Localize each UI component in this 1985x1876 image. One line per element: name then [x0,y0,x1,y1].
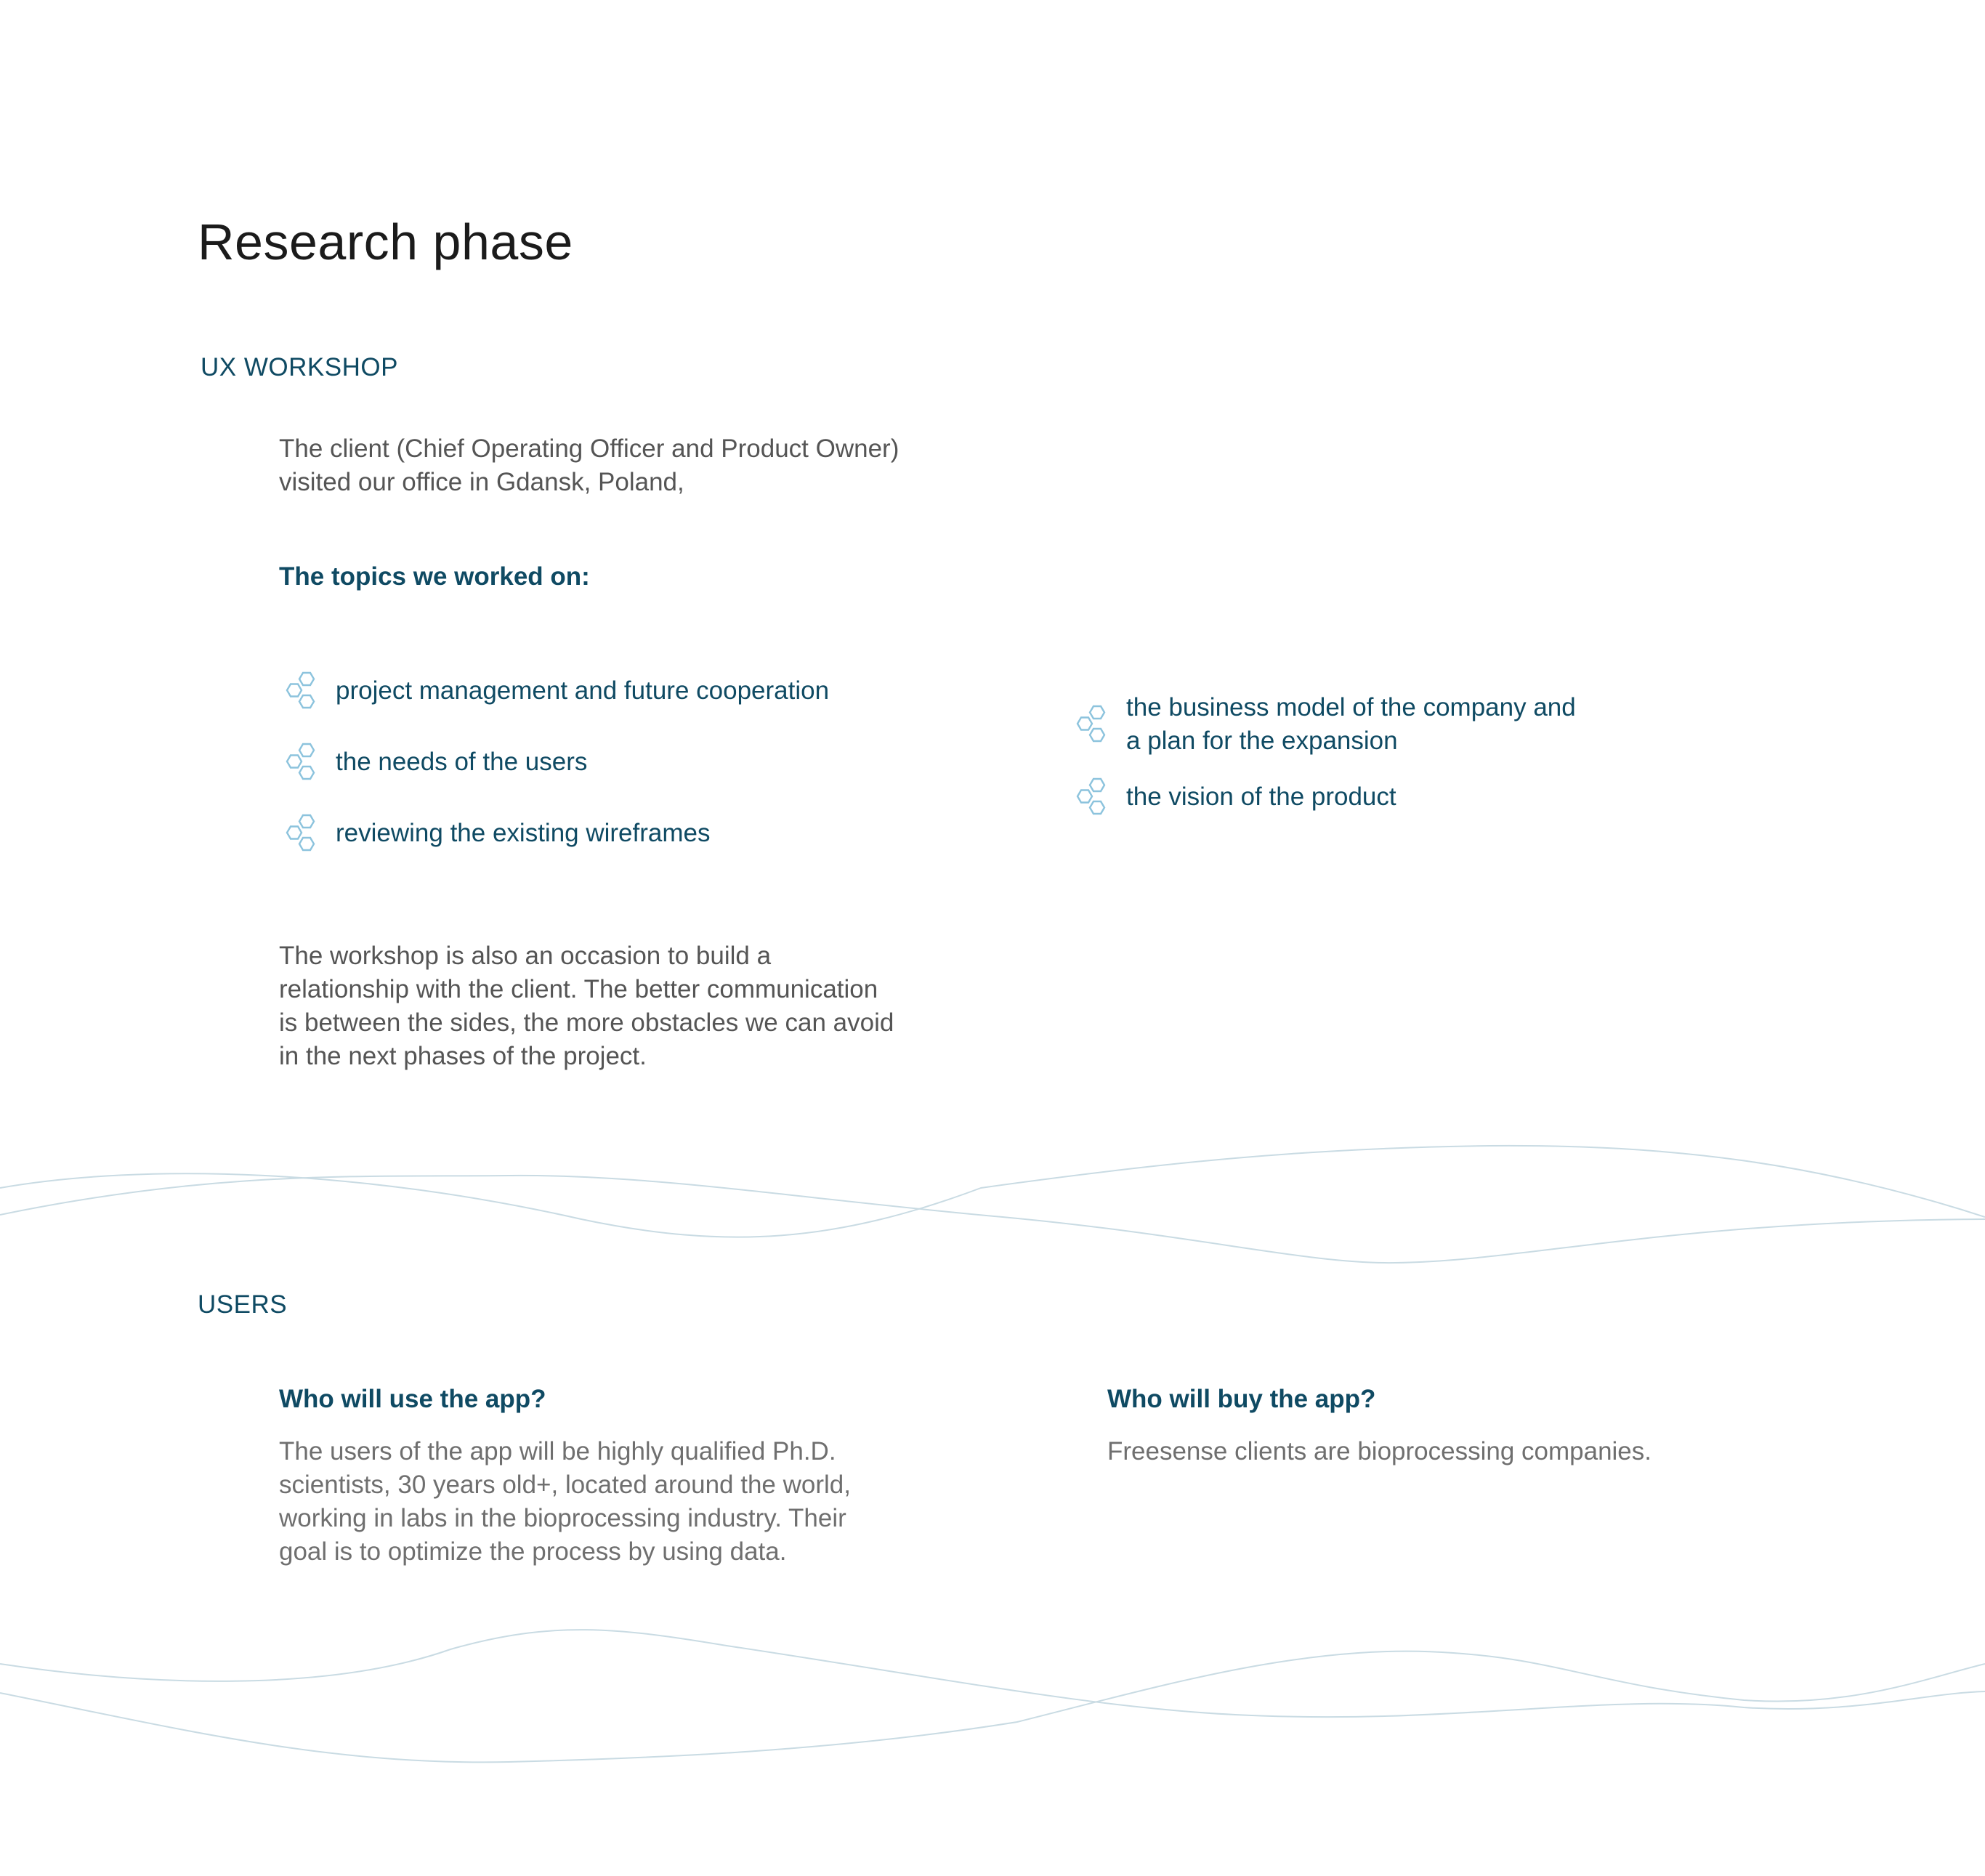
topic-item [285,669,829,713]
wave-line [0,1146,1985,1237]
section-label-ux-workshop: UX WORKSHOP [201,353,398,381]
topic-text [1126,691,1576,758]
hexagon-cluster-icon [1075,775,1119,819]
topic-item [1075,775,1396,819]
workshop-closing-paragraph [279,939,894,1073]
who-buys-line: Freesense clients are bioprocessing companies. [1107,1437,1652,1465]
wave-divider-top [0,1133,1985,1308]
topics-heading: The topics we worked on: [279,562,590,591]
who-uses-line: The users of the app will be highly qualified Ph.D. [279,1437,836,1465]
closing-line: in the next phases of the project. [279,1042,647,1070]
who-uses-line: scientists, 30 years old+, located around the world, [279,1471,851,1499]
hexagon-cluster-icon [285,669,328,713]
who-uses-heading: Who will use the app? [279,1385,546,1413]
topic-item [285,740,587,784]
page-title: Research phase [198,214,573,270]
wave-line [0,1651,1985,1763]
closing-line: The workshop is also an occasion to build a [279,942,772,970]
topic-line: a plan for the expansion [1126,727,1398,755]
wave-divider-bottom [0,1606,1985,1780]
topic-item [285,812,710,855]
who-buys-paragraph [1107,1435,1652,1468]
intro-line: visited our office in Gdansk, Poland, [279,468,684,496]
wave-line [0,1630,1985,1717]
topic-item [1075,691,1576,758]
section-label-users: USERS [198,1290,288,1319]
topic-line: the business model of the company and [1126,693,1576,721]
closing-line: relationship with the client. The better communication [279,975,878,1003]
topic-text: project management and future cooperation [336,676,830,705]
closing-line: is between the sides, the more obstacles we can avoid [279,1008,894,1037]
topic-text: reviewing the existing wireframes [336,819,711,847]
topic-text: the vision of the product [1126,783,1396,811]
hexagon-cluster-icon [285,812,328,855]
who-buys-heading: Who will buy the app? [1107,1385,1376,1413]
hexagon-cluster-icon [1075,703,1119,746]
topic-text: the needs of the users [336,748,588,776]
who-uses-line: working in labs in the bioprocessing industry. Their [279,1504,846,1532]
wave-line [0,1176,1985,1263]
intro-line: The client (Chief Operating Officer and Product Owner) [279,434,899,463]
who-uses-line: goal is to optimize the process by using data. [279,1537,787,1566]
workshop-intro-paragraph [279,432,899,499]
who-uses-paragraph [279,1435,851,1569]
hexagon-cluster-icon [285,740,328,784]
